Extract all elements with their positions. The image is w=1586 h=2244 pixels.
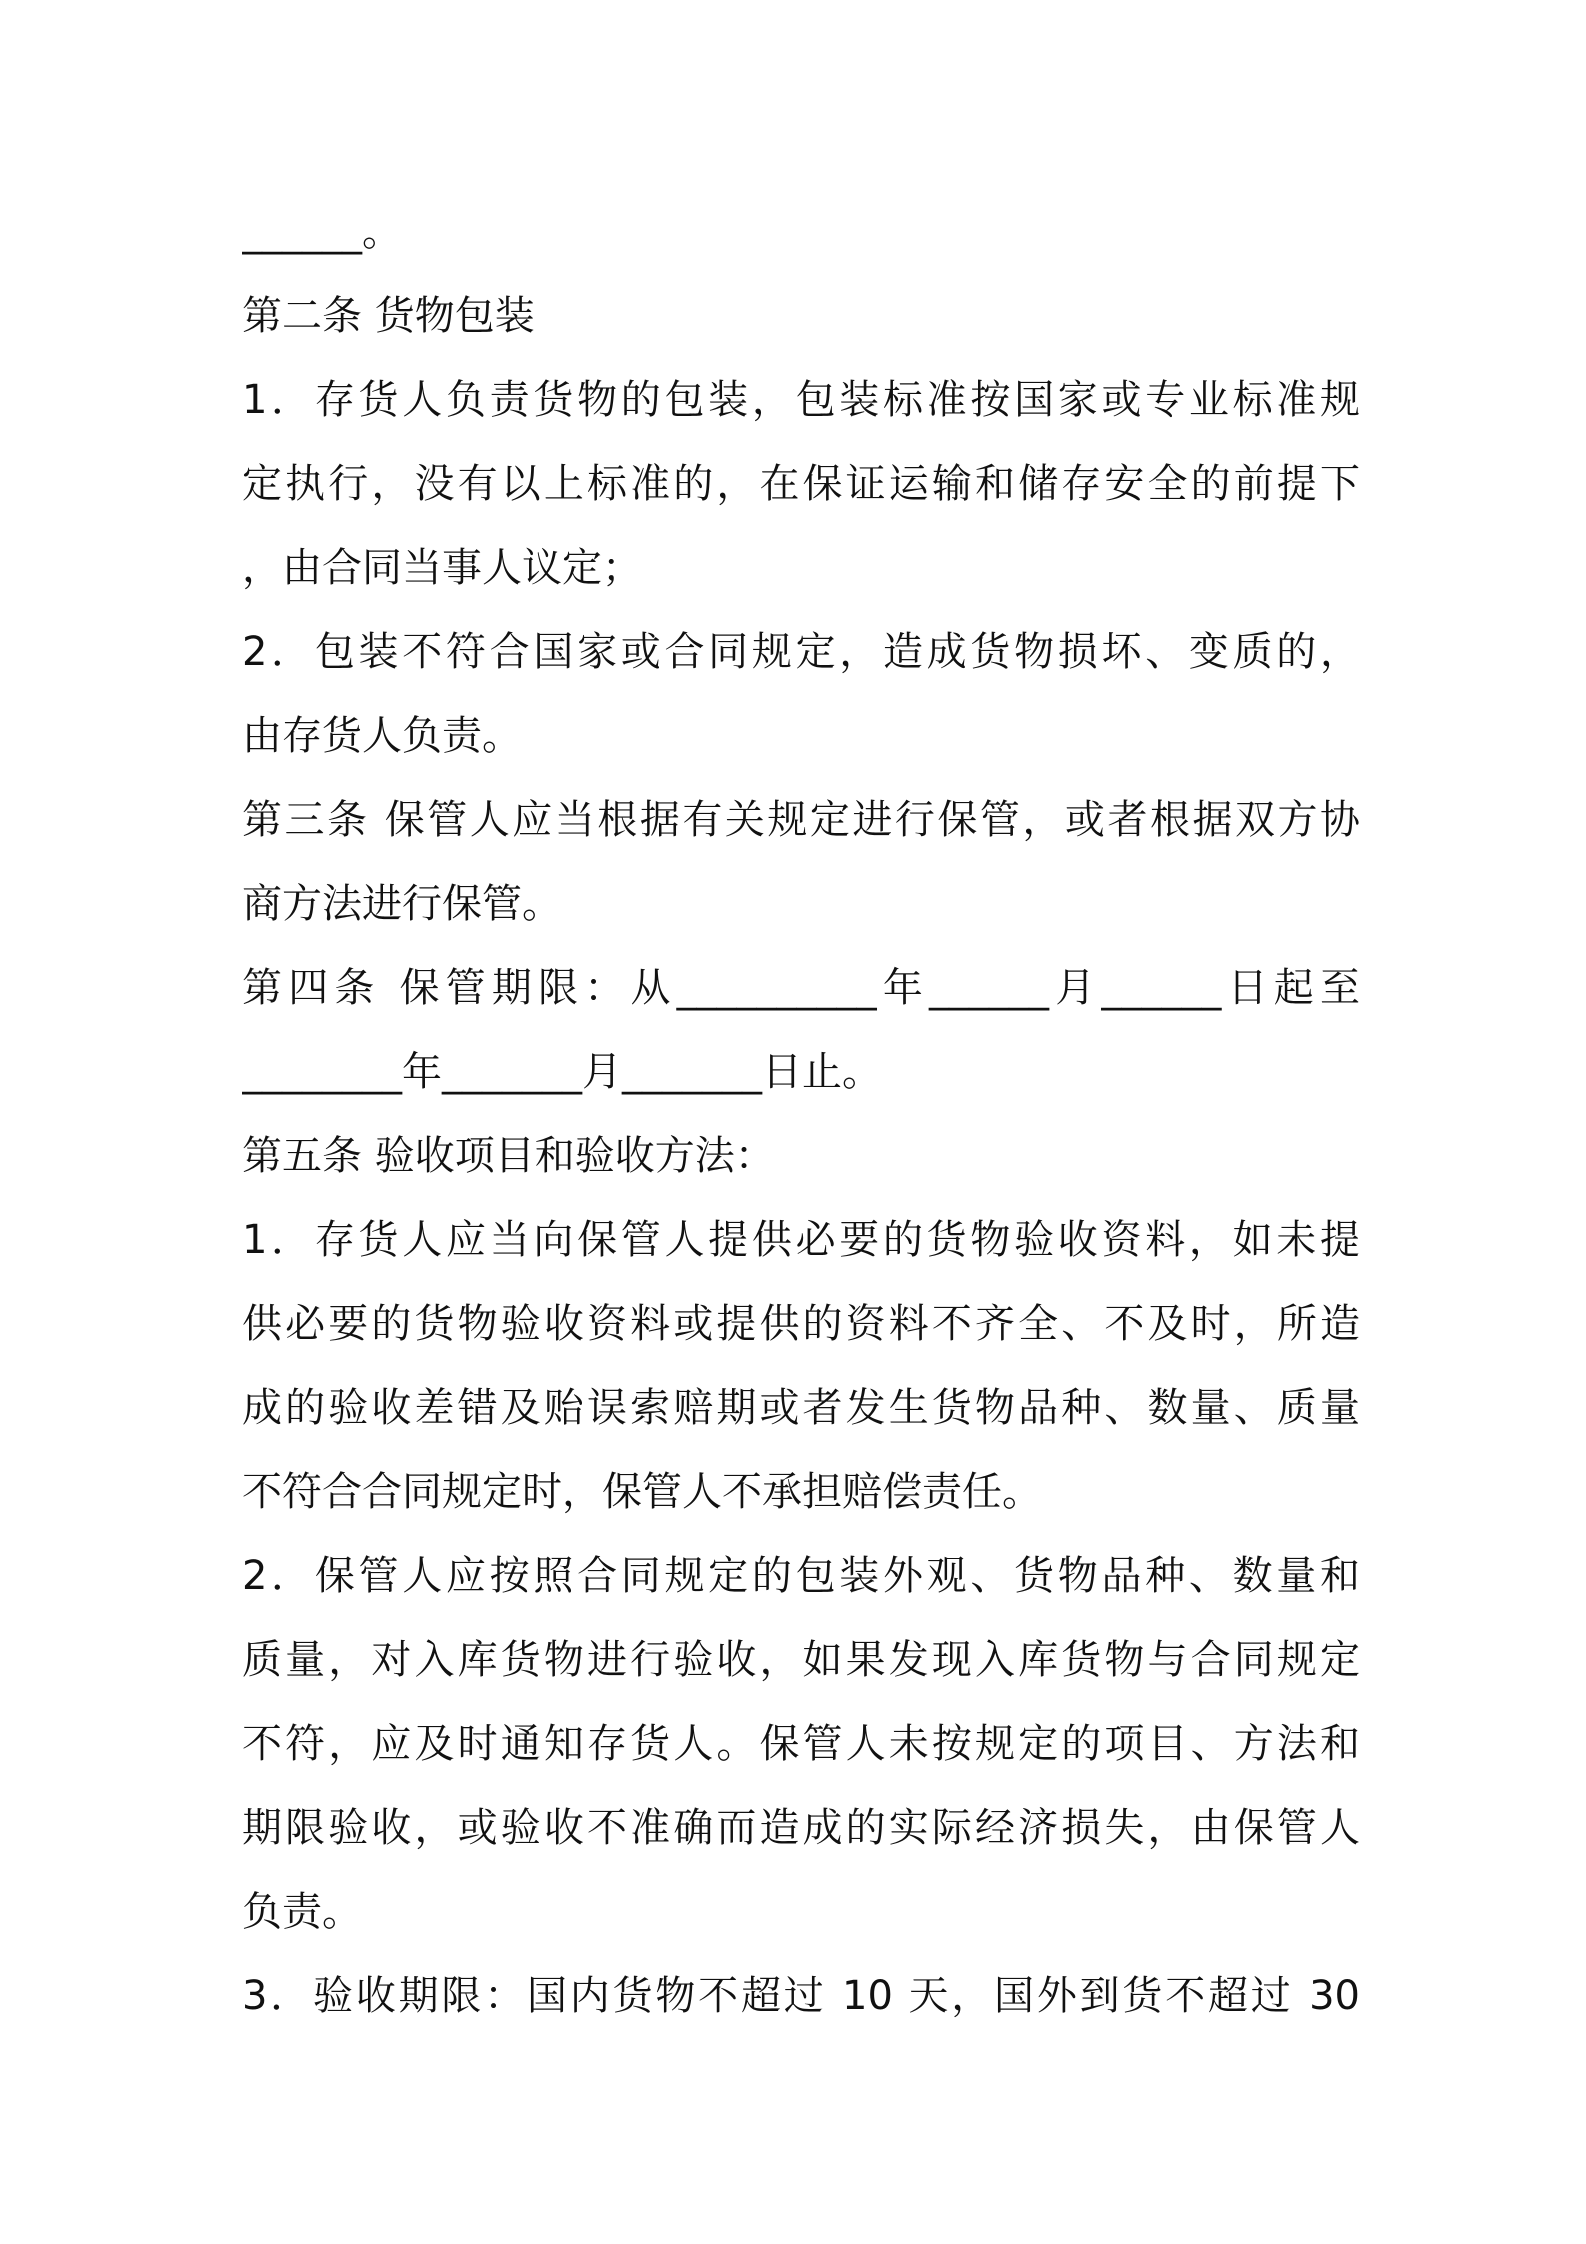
text-line: 1．存货人负责货物的包装，包装标准按国家或专业标准规 — [242, 377, 1360, 423]
article-heading: 第二条 货物包装 — [242, 293, 535, 339]
text-line: 定执行，没有以上标准的，在保证运输和储存安全的前提下 — [242, 461, 1360, 507]
text-line: ________年_______月_______日止。 — [242, 1049, 882, 1095]
text-line: 不符合合同规定时，保管人不承担赔偿责任。 — [242, 1469, 1042, 1515]
text-line: 1．存货人应当向保管人提供必要的货物验收资料，如未提 — [242, 1217, 1360, 1263]
text-line: ，由合同当事人议定； — [242, 545, 642, 591]
article-heading: 第三条 保管人应当根据有关规定进行保管，或者根据双方协 — [242, 797, 1360, 843]
text-line: 由存货人负责。 — [242, 713, 522, 759]
text-line: 供必要的货物验收资料或提供的资料不齐全、不及时，所造 — [242, 1301, 1360, 1347]
text-line: 成的验收差错及贻误索赔期或者发生货物品种、数量、质量 — [242, 1385, 1360, 1431]
text-line: 期限验收，或验收不准确而造成的实际经济损失，由保管人 — [242, 1805, 1360, 1851]
document-page — [242, 0, 1360, 2244]
text-line: ______。 — [242, 209, 402, 255]
text-line: 负责。 — [242, 1889, 362, 1935]
text-line: 2．保管人应按照合同规定的包装外观、货物品种、数量和 — [242, 1553, 1360, 1599]
article-heading: 第四条 保管期限：从__________年______月______日起至 — [242, 965, 1360, 1011]
article-heading: 第五条 验收项目和验收方法： — [242, 1133, 775, 1179]
text-line: 3．验收期限：国内货物不超过 10 天，国外到货不超过 30 — [242, 1973, 1360, 2019]
text-line: 不符，应及时通知存货人。保管人未按规定的项目、方法和 — [242, 1721, 1360, 1767]
text-line: 质量，对入库货物进行验收，如果发现入库货物与合同规定 — [242, 1637, 1360, 1683]
text-line: 2．包装不符合国家或合同规定，造成货物损坏、变质的， — [242, 629, 1360, 675]
text-line: 商方法进行保管。 — [242, 881, 562, 927]
